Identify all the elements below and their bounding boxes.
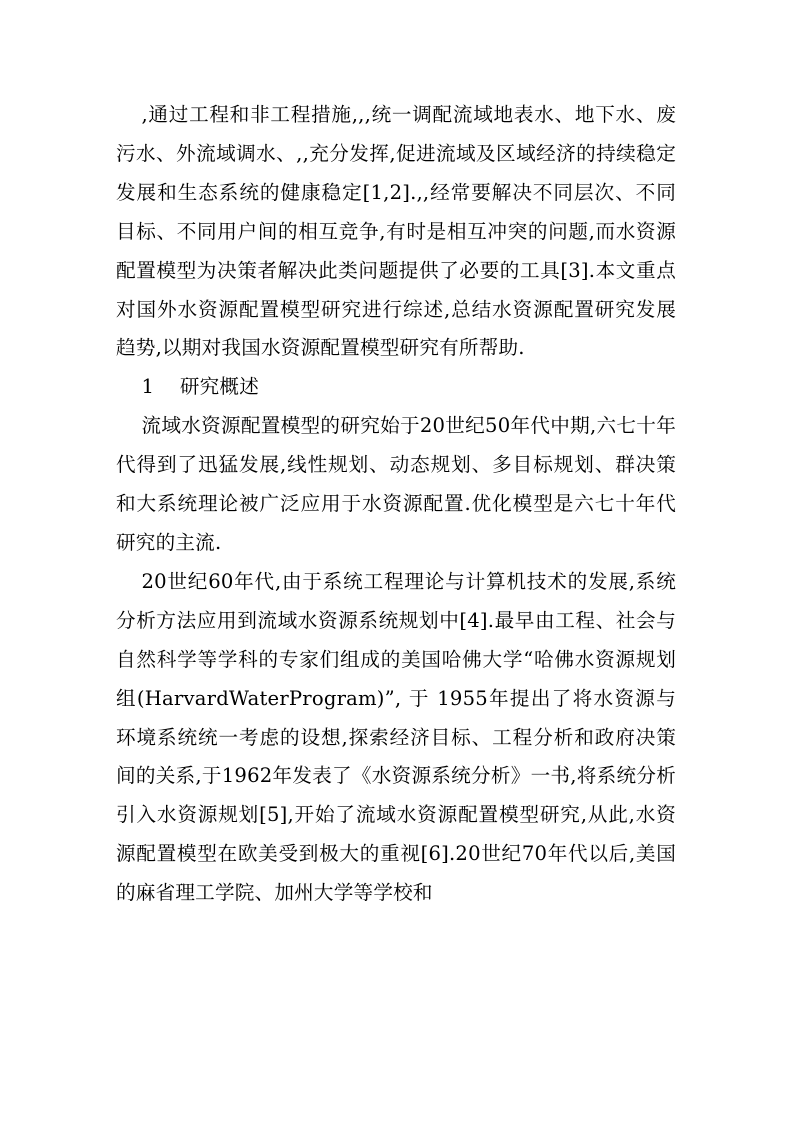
document-body [116, 96, 676, 913]
body-paragraph-1: 流域水资源配置模型的研究始于20世纪50年代中期,六七十年代得到了迅猛发展,线性规划、动态规划、多目标规划、群决策和大系统理论被广泛应用于水资源配置.优化模型是六七十年代研究的主流. [116, 414, 676, 554]
body-paragraph-2: 20世纪60年代,由于系统工程理论与计算机技术的发展,系统分析方法应用到流域水资源系统规划中[4].最早由工程、社会与自然科学等学科的专家们组成的美国哈佛大学“哈佛水资源规划组(HarvardWaterProgram)”, 于 1955年提出了将水资源与环境系统统一考虑的设想,探索经济目标、工程分析和政府决策间的关系,于1962年发表了《水资源系统分析》一书,将系统分析引入水资源规划[5],开始了流域水资源配置模型研究,从此,水资源配置模型在欧美受到极大的重视[6].20世纪70年代以后,美国的麻省理工学院、加州大学等学校和 [116, 569, 676, 905]
intro-paragraph: ,通过工程和非工程措施,,,统一调配流域地表水、地下水、废污水、外流域调水、,,充分发挥,促进流域及区域经济的持续稳定发展和生态系统的健康稳定[1,2].,,经常要解决不同层次、不同目标、不同用户间的相互竞争,有时是相互冲突的问题,而水资源配置模型为决策者解决此类问题提供了必要的工具[3].本文重点对国外水资源配置模型研究进行综述,总结水资源配置研究发展趋势,以期对我国水资源配置模型研究有所帮助. [116, 103, 676, 360]
section-heading: 1 研究概述 [141, 375, 260, 399]
